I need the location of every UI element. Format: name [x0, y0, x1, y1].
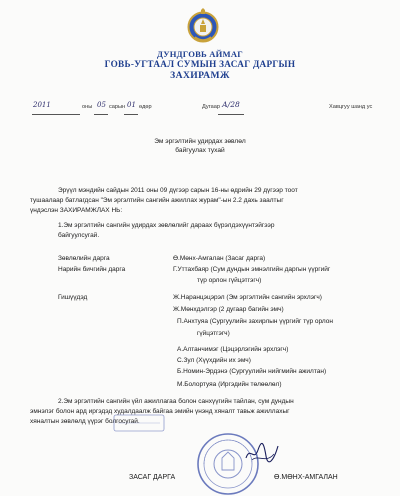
members-label: Гишүүдэд [58, 294, 88, 301]
header-document-type: ЗАХИРАМЖ [170, 70, 230, 81]
header-aimag: ДУНДГОВЬ АЙМАГ [157, 49, 243, 59]
paragraph-2-line-2: байгуулсугай. [58, 232, 100, 239]
place-label: Хавцгуу шанд ус [329, 104, 373, 110]
secretary-label: Нарийн бичгийн дарга [58, 266, 126, 273]
signature-title: ЗАСАГ ДАРГА [129, 474, 176, 481]
member-5: С.Зул (Хүүхдийн их эмч) [177, 357, 251, 364]
paragraph-2-line-1: 1.Эм эргэлтийн сангийн удирдах зөвлөлийг дараах бүрэлдэхүүнтэйгээр [58, 222, 275, 229]
member-3-line-2: гүйцэтгэгч) [197, 330, 230, 337]
subject-line-1: Эм эргэлтийн удирдах зөвлөл [154, 138, 246, 145]
secretary-name-line-1: Г.Уттахбаяр (Сум дундын эмнэлгийн даргын үүргийг [173, 266, 331, 273]
paragraph-3-line-1: 2.Эм эргэлтийн сангийн үйл ажиллагаа болон санхүүгийн тайлан, сум дундын [58, 398, 294, 405]
date-day-suffix: өдөр [139, 104, 152, 110]
member-7: М.Болортуяа (Иргэдийн төлөөлөл) [177, 381, 282, 388]
chair-label: Зөвлөлийн дарга [58, 255, 110, 262]
paragraph-1-line-3: үндэслэн ЗАХИРАМЖЛАХ НЬ: [30, 207, 123, 214]
subject-line-2: байгуулах тухай [175, 147, 225, 154]
date-month-line [94, 114, 108, 115]
member-2: Ж.Мөнхдэлгэр (2 дугаар багийн эмч) [173, 306, 284, 313]
paragraph-1-line-1: Эрүүл мэндийн сайдын 2011 оны 09 дүгээр сарын 16-ны өдрийн 29 дүгээр тоот [58, 187, 298, 194]
paragraph-1-line-2: тушаалаар батлагдсан "Эм эргэлтийн сангийн ажиллах журам"-ын 2.2 дахь заалтыг [30, 197, 284, 204]
secretary-name-line-2: түр орлон гүйцэтгэгч) [197, 277, 262, 284]
state-emblem-icon [187, 8, 219, 46]
member-3-line-1: П.Анхтуяа (Сургуулийн захирлын үүргийг түр орлон [177, 318, 333, 325]
chair-name: Ө.Мөнх-Амгалан (Засаг дарга) [173, 255, 266, 262]
date-month-suffix: сарын [109, 104, 126, 110]
paragraph-3-line-2: эмнэлэг болон ард иргэдэд худалдаалж байгаа эмийн үнэнд хяналт тавьж ажиллахыг [30, 408, 290, 415]
signature-name: Ө.МӨНХ-АМГАЛАН [274, 474, 338, 481]
rectangular-stamp-icon [113, 414, 165, 432]
order-number-line [218, 114, 244, 115]
date-year-suffix: оны [82, 104, 93, 110]
date-month: 05 [97, 101, 106, 109]
order-number-label: Дугаар [202, 104, 220, 110]
date-year-line [32, 114, 80, 115]
date-day: 01 [127, 101, 136, 109]
date-year: 2011 [33, 101, 51, 109]
order-number: А/28 [222, 100, 240, 109]
paragraph-3-line-3: хяналтын зөвлөлд үүрэг болгосугай. [30, 418, 140, 425]
signature-scribble-icon [244, 440, 280, 466]
member-1: Ж.Наранцэцэрэл (Эм эргэлтийн сангийн эрхлэгч) [173, 294, 322, 301]
date-day-line [124, 114, 138, 115]
header-organization: ГОВЬ-УГТААЛ СУМЫН ЗАСАГ ДАРГЫН [104, 59, 296, 69]
member-4: А.Алтанчимэг (Цэцэрлэгийн эрхлэгч) [177, 346, 289, 353]
member-6: Б.Номин-Эрдэнэ (Сургуулийн нийгмийн ажилтан) [177, 368, 327, 375]
